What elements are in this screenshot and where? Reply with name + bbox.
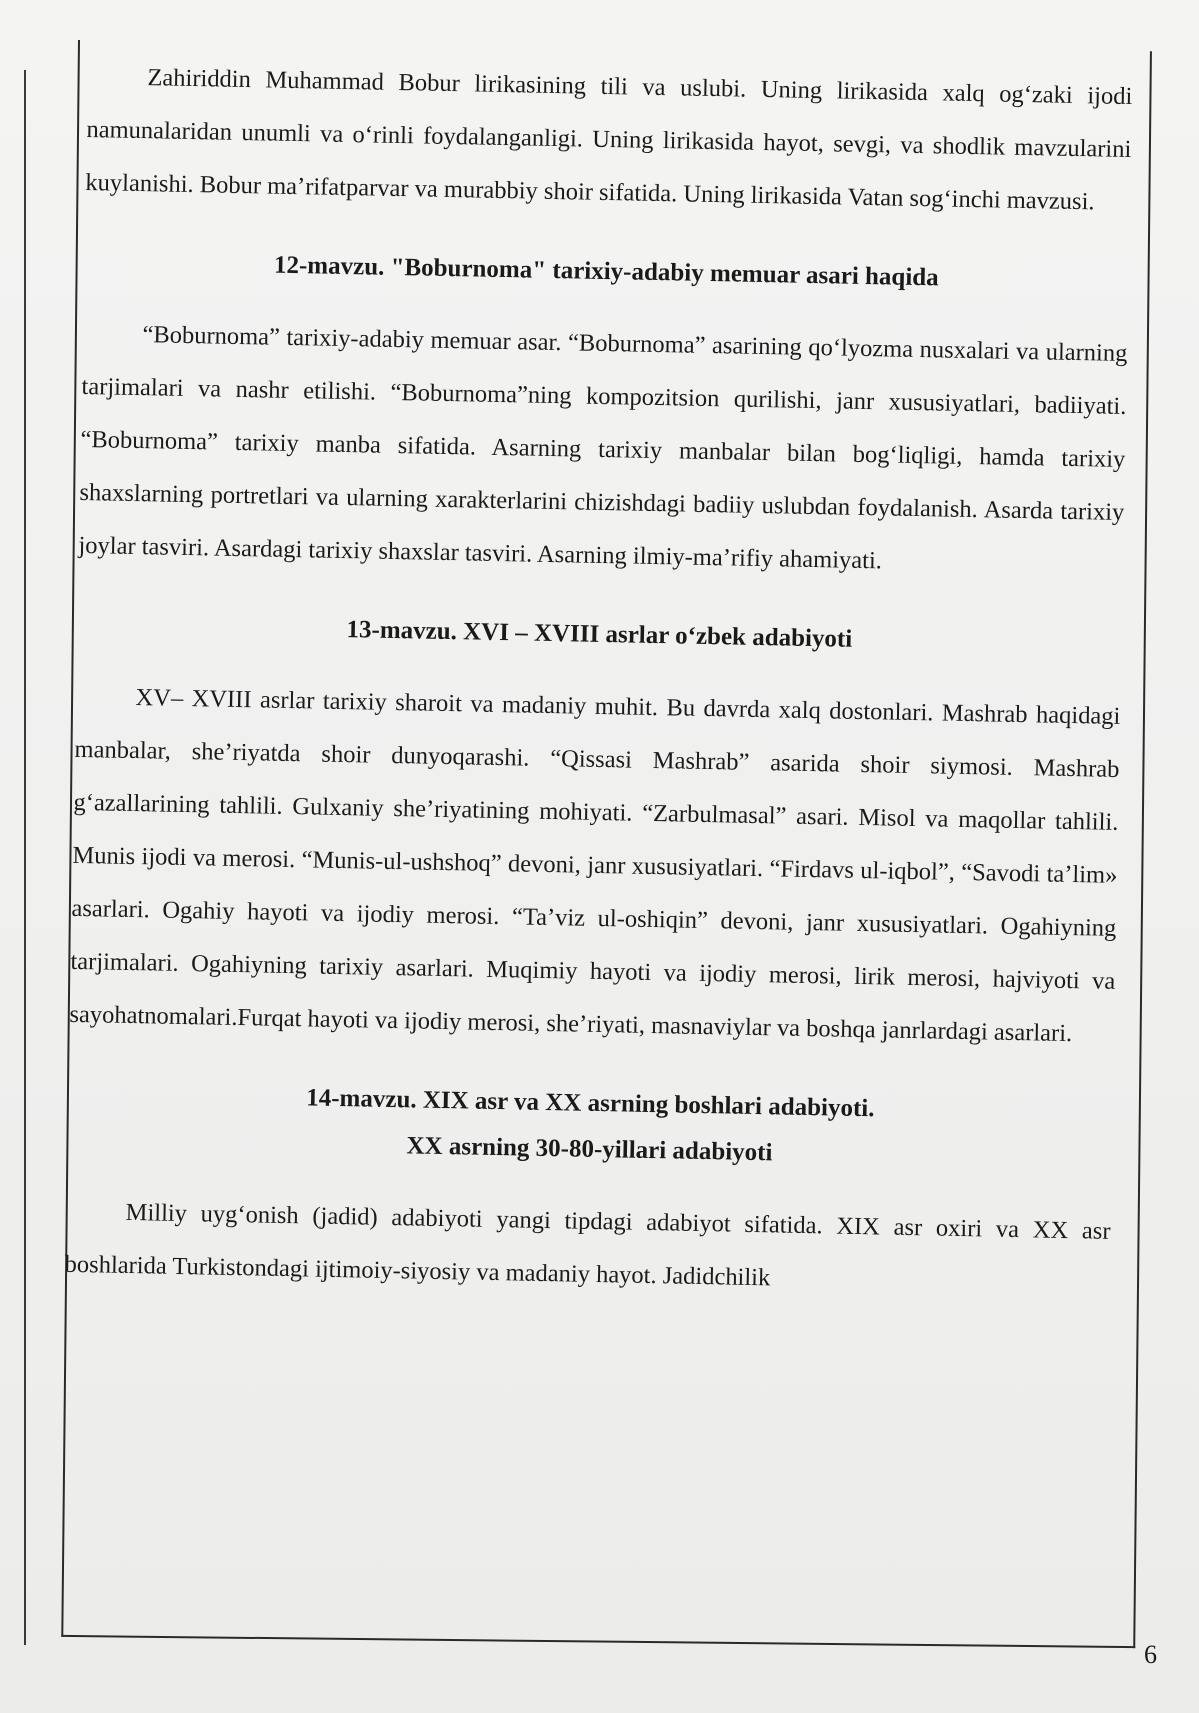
intro-paragraph: Zahiriddin Muhammad Bobur lirikasining tili va uslubi. Uning lirikasida xalq og‘zaki ijodi namunalaridan unumli va o‘rinli foydalanganligi. Uning lirikasida hayot, sevgi, va shodlik mavzularini kuylanishi. Bobur ma’rifatparvar va murabbiy shoir sifatida. Uning lirikasida Vatan sog‘inchi mavzusi. [85,64,1133,216]
topic-14-paragraph: Milliy uyg‘onish (jadid) adabiyoti yangi tipdagi adabiyot sifatida. XIX asr oxiri va XX asr boshlarida Turkistondagi ijtimoiy-siyosiy va madaniy hayot. Jadidchilik [64,1198,1111,1292]
page-content [64,50,1133,1311]
topic-13-heading: 13-mavzu. XVI – XVIII asrlar o‘zbek adabiyoti [346,616,853,653]
topic-14-heading-line-2: XX asrning 30-80-yillari adabiyoti [406,1132,773,1167]
page-number: 6 [1144,1640,1157,1669]
topic-12-paragraph: “Boburnoma” tarixiy-adabiy memuar asar. “Boburnoma” asarining qo‘lyozma nusxalari va ularning tarjimalari va nashr etilishi. “Boburnoma”ning kompozitsion qurilishi, janr xususiyatlari, badiiyati. “Boburnoma” tarixiy manba sifatida. Asarning tarixiy manbalar bilan bog‘liqligi, hamda tarixiy shaxslarning portretlari va ularning xarakterlarini chizishdagi badiiy uslubdan foydalanish. Asarda tarixiy joylar tasviri. Asardagi tarixiy shaxslar tasviri. Asarning ilmiy-ma’rifiy ahamiyati. [78,321,1128,575]
binding-margin-line [24,70,26,1645]
topic-14-heading-line-1: 14-mavzu. XIX asr va XX asrning boshlari adabiyoti. [305,1084,875,1123]
topic-12-heading: 12-mavzu. "Boburnoma" tarixiy-adabiy memuar asari haqida [273,251,939,292]
topic-13-paragraph: XV– XVIII asrlar tarixiy sharoit va madaniy muhit. Bu davrda xalq dostonlari. Mashrab haqidagi manbalar, she’riyatda shoir dunyoqarashi. “Qissasi Mashrab” asarida shoir siymosi. Mashrab g‘azallarining tahlili. Gulxaniy she’riyatining mohiyati. “Zarbulmasal” asari. Misol va maqollar tahlili. Munis ijodi va merosi. “Munis-ul-ushshoq” devoni, janr xususiyatlari. “Firdavs ul-iqbol”, “Savodi ta’lim» asarlari. Ogahiy hayoti va ijodiy merosi. “Ta’viz ul-oshiqin” devoni, janr xususiyatlari. Ogahiyning tarjimalari. Ogahiyning tarixiy asarlari. Muqimiy hayoti va ijodiy merosi, lirik merosi, hajviyoti va sayohatnomalari.Furqat hayoti va ijodiy merosi, she’riyati, masnaviylar va boshqa janrlardagi asarlari. [69,684,1121,1048]
